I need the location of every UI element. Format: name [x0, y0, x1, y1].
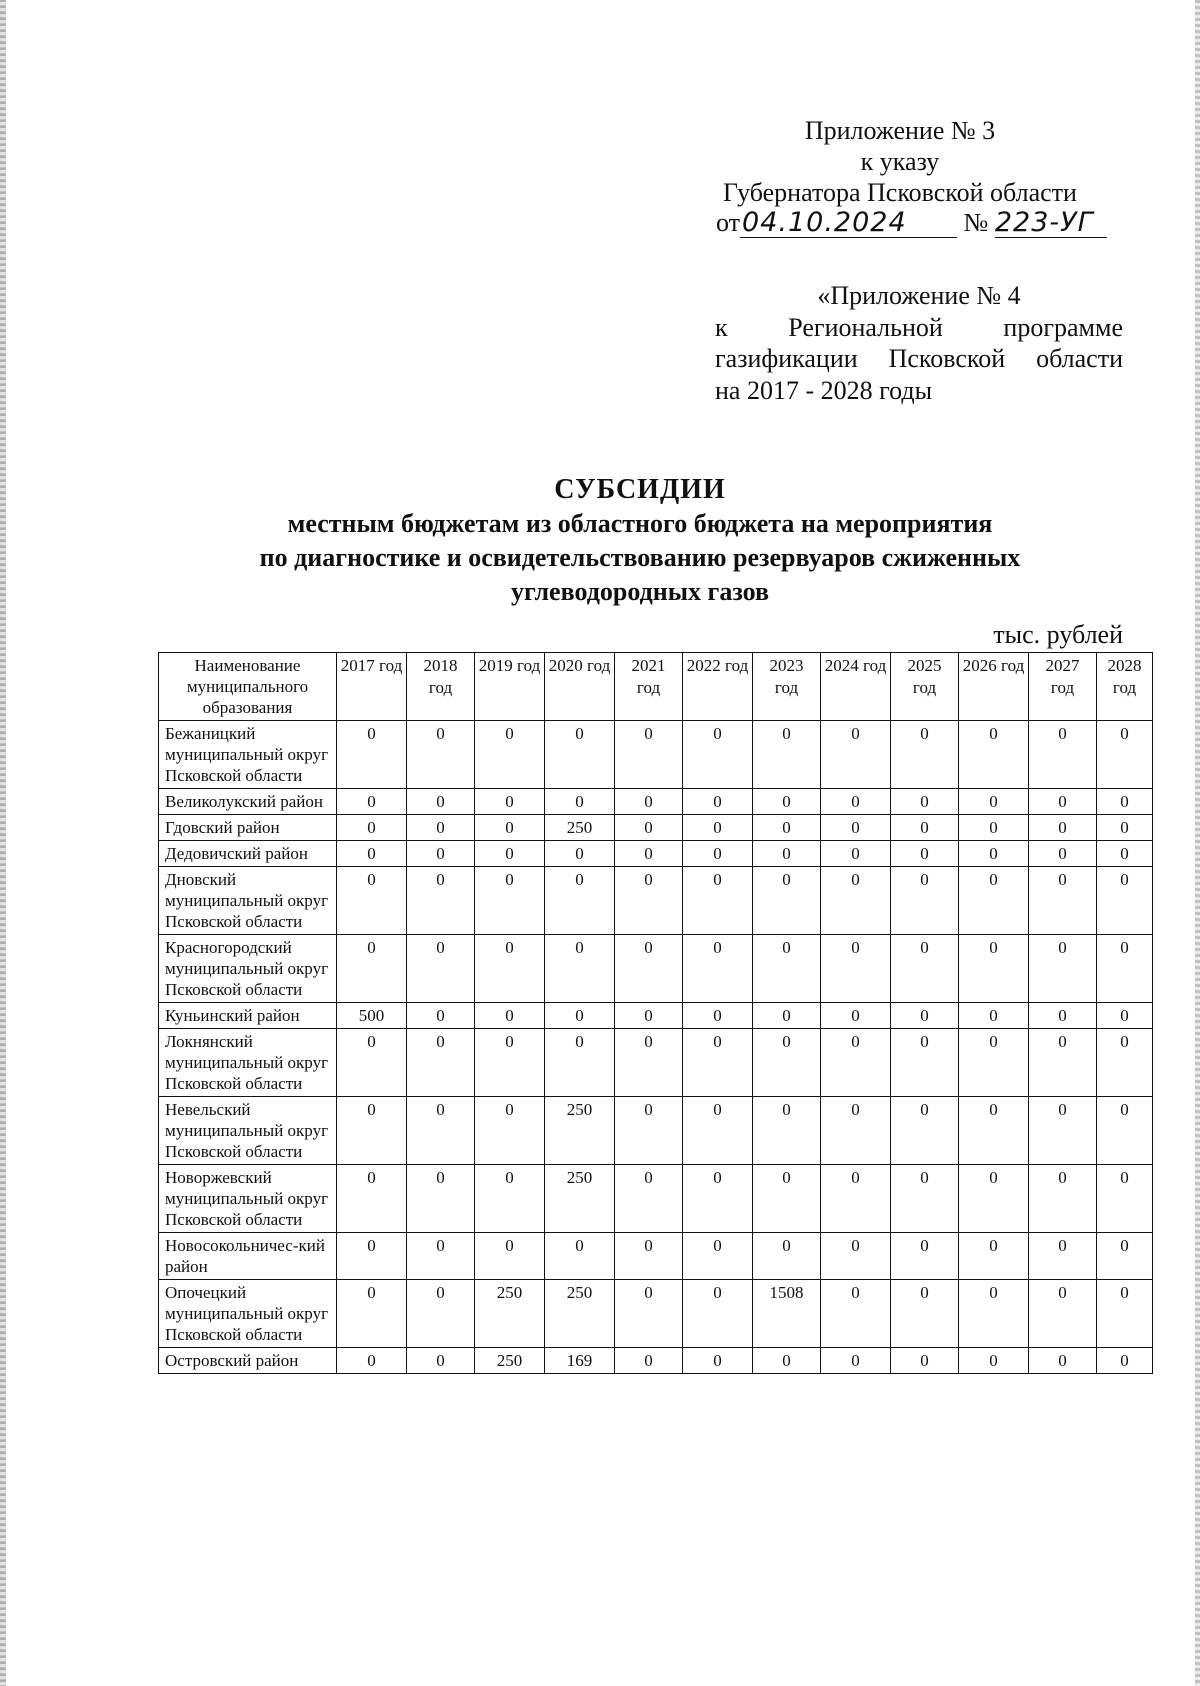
- table-row: [159, 841, 1153, 867]
- appendix-4-years: на 2017 - 2028 годы: [715, 376, 933, 406]
- subsidy-value: 0: [407, 867, 475, 935]
- header-year: 2027 год: [1029, 653, 1097, 721]
- subsidy-value: 0: [545, 1233, 615, 1280]
- subsidy-value: 250: [545, 815, 615, 841]
- subsidy-value: 0: [545, 1003, 615, 1029]
- header-year: 2028 год: [1097, 653, 1153, 721]
- subsidy-value: 0: [959, 935, 1029, 1003]
- subsidy-value: 0: [475, 1003, 545, 1029]
- subsidy-value: 0: [615, 1165, 683, 1233]
- subsidy-value: 0: [959, 1003, 1029, 1029]
- header-year: 2019 год: [475, 653, 545, 721]
- subsidy-value: 0: [407, 721, 475, 789]
- subsidy-value: 0: [959, 1280, 1029, 1348]
- subsidy-value: 0: [475, 815, 545, 841]
- title-line-3: по диагностике и освидетельствованию резервуаров сжиженных: [259, 543, 1021, 572]
- subsidy-value: 0: [545, 867, 615, 935]
- subsidy-value: 0: [821, 789, 891, 815]
- title-main: СУБСИДИИ: [554, 474, 726, 505]
- appendix-4-gasification: газификации Псковской области: [715, 344, 1123, 374]
- subsidy-value: 0: [337, 867, 407, 935]
- subsidy-value: 0: [1029, 815, 1097, 841]
- subsidy-value: 169: [545, 1348, 615, 1374]
- subsidy-value: 0: [959, 841, 1029, 867]
- subsidy-value: 0: [753, 1029, 821, 1097]
- subsidy-value: 0: [407, 1280, 475, 1348]
- subsidy-value: 0: [615, 935, 683, 1003]
- subsidy-value: 0: [821, 935, 891, 1003]
- subsidy-value: 0: [753, 935, 821, 1003]
- subsidy-value: 0: [407, 1233, 475, 1280]
- subsidy-value: 0: [821, 1348, 891, 1374]
- subsidy-value: 0: [407, 1003, 475, 1029]
- subsidy-value: 0: [683, 1029, 753, 1097]
- subsidy-value: 0: [615, 721, 683, 789]
- subsidy-value: 0: [891, 1280, 959, 1348]
- municipality-name: Красногородский муниципальный округ Псковской области: [159, 935, 337, 1003]
- table-row: [159, 1097, 1153, 1165]
- header-year: 2022 год: [683, 653, 753, 721]
- subsidy-value: 0: [615, 1029, 683, 1097]
- subsidy-value: 0: [821, 721, 891, 789]
- table-row: [159, 1233, 1153, 1280]
- subsidy-value: 0: [683, 789, 753, 815]
- subsidy-value: 0: [615, 1233, 683, 1280]
- subsidy-value: 0: [615, 1003, 683, 1029]
- subsidy-value: 0: [891, 841, 959, 867]
- subsidy-value: 0: [475, 1233, 545, 1280]
- subsidy-value: 0: [683, 815, 753, 841]
- subsidy-value: 0: [1029, 1165, 1097, 1233]
- document-title: [160, 473, 1120, 609]
- subsidy-value: 0: [407, 1097, 475, 1165]
- subsidy-value: 0: [475, 1097, 545, 1165]
- subsidy-value: 0: [615, 815, 683, 841]
- subsidy-value: 0: [1029, 1233, 1097, 1280]
- subsidy-value: 0: [683, 721, 753, 789]
- subsidy-value: 0: [407, 789, 475, 815]
- number-sign: №: [963, 208, 989, 237]
- subsidy-value: 0: [753, 841, 821, 867]
- subsidy-value: 0: [1097, 1165, 1153, 1233]
- appendix-3-title: Приложение № 3: [804, 116, 996, 145]
- municipality-name: Островский район: [159, 1348, 337, 1374]
- subsidy-value: 0: [615, 1280, 683, 1348]
- table-row: [159, 815, 1153, 841]
- subsidy-value: 0: [337, 841, 407, 867]
- subsidy-value: 0: [683, 935, 753, 1003]
- subsidy-value: 0: [407, 815, 475, 841]
- municipality-name: Великолукский район: [159, 789, 337, 815]
- subsidy-value: 0: [1097, 1097, 1153, 1165]
- subsidy-value: 0: [683, 1233, 753, 1280]
- subsidy-value: 0: [407, 1348, 475, 1374]
- subsidy-value: 0: [1097, 789, 1153, 815]
- municipality-name: Бежаницкий муниципальный округ Псковской области: [159, 721, 337, 789]
- subsidy-value: 0: [475, 841, 545, 867]
- subsidy-value: 0: [959, 815, 1029, 841]
- subsidy-value: 0: [1097, 815, 1153, 841]
- subsidy-value: 0: [753, 1348, 821, 1374]
- subsidy-value: 0: [545, 935, 615, 1003]
- subsidy-value: 0: [891, 1003, 959, 1029]
- subsidy-value: 0: [337, 1165, 407, 1233]
- subsidy-value: 0: [615, 1097, 683, 1165]
- subsidy-value: 0: [821, 1165, 891, 1233]
- municipality-name: Локнянский муниципальный округ Псковской области: [159, 1029, 337, 1097]
- subsidy-value: 0: [407, 1165, 475, 1233]
- subsidy-value: 0: [891, 815, 959, 841]
- subsidy-value: 0: [1097, 935, 1153, 1003]
- subsidy-value: 0: [337, 1097, 407, 1165]
- subsidy-value: 0: [891, 1165, 959, 1233]
- subsidy-value: 250: [475, 1280, 545, 1348]
- subsidy-value: 0: [337, 1280, 407, 1348]
- subsidy-value: 0: [545, 1029, 615, 1097]
- scan-edge-right: [1195, 0, 1200, 1686]
- subsidy-value: 250: [475, 1348, 545, 1374]
- subsidy-value: 0: [1029, 867, 1097, 935]
- header-year: 2023 год: [753, 653, 821, 721]
- subsidy-value: 250: [545, 1165, 615, 1233]
- subsidy-value: 0: [407, 841, 475, 867]
- subsidy-value: 0: [821, 815, 891, 841]
- subsidy-value: 0: [683, 1348, 753, 1374]
- subsidy-value: 0: [545, 721, 615, 789]
- subsidy-value: 0: [1029, 1097, 1097, 1165]
- subsidy-value: 0: [1097, 1233, 1153, 1280]
- subsidy-value: 0: [1097, 1280, 1153, 1348]
- subsidy-value: 0: [753, 1233, 821, 1280]
- subsidy-value: 0: [475, 721, 545, 789]
- header-year: 2021 год: [615, 653, 683, 721]
- subsidy-value: 0: [683, 867, 753, 935]
- subsidy-value: 0: [1029, 789, 1097, 815]
- subsidy-value: 0: [615, 867, 683, 935]
- subsidy-value: 0: [1029, 1280, 1097, 1348]
- municipality-name: Гдовский район: [159, 815, 337, 841]
- subsidy-value: 500: [337, 1003, 407, 1029]
- appendix-3-to-decree: к указу: [860, 147, 940, 176]
- subsidy-value: 0: [891, 721, 959, 789]
- subsidy-value: 0: [891, 1029, 959, 1097]
- subsidy-value: 0: [1097, 721, 1153, 789]
- municipality-name: Невельский муниципальный округ Псковской области: [159, 1097, 337, 1165]
- municipality-name: Дновский муниципальный округ Псковской области: [159, 867, 337, 935]
- subsidy-value: 0: [959, 1233, 1029, 1280]
- subsidy-value: 0: [959, 1097, 1029, 1165]
- subsidy-value: 0: [337, 1233, 407, 1280]
- subsidy-value: 0: [337, 935, 407, 1003]
- subsidy-value: 0: [475, 789, 545, 815]
- subsidy-value: 0: [891, 1097, 959, 1165]
- subsidy-value: 0: [337, 1029, 407, 1097]
- subsidy-value: 0: [615, 841, 683, 867]
- subsidy-value: 1508: [753, 1280, 821, 1348]
- subsidy-value: 0: [615, 789, 683, 815]
- appendix-4-program: к Региональной программе: [715, 312, 1123, 342]
- subsidy-value: 0: [337, 789, 407, 815]
- subsidy-value: 0: [545, 841, 615, 867]
- subsidy-value: 0: [683, 1003, 753, 1029]
- table-row: [159, 1165, 1153, 1233]
- appendix-4-title: «Приложение № 4: [817, 281, 1021, 310]
- subsidy-value: 0: [1097, 841, 1153, 867]
- subsidy-value: 0: [821, 1097, 891, 1165]
- subsidy-value: 0: [337, 721, 407, 789]
- subsidy-value: 0: [1097, 1003, 1153, 1029]
- subsidy-value: 0: [475, 867, 545, 935]
- subsidy-value: 0: [337, 1348, 407, 1374]
- subsidies-table: [158, 652, 1153, 1374]
- subsidy-value: 0: [753, 789, 821, 815]
- header-year: 2025 год: [891, 653, 959, 721]
- subsidy-value: 0: [891, 935, 959, 1003]
- subsidy-value: 0: [753, 1003, 821, 1029]
- subsidy-value: 0: [753, 1165, 821, 1233]
- subsidy-value: 0: [959, 721, 1029, 789]
- subsidy-value: 250: [545, 1280, 615, 1348]
- subsidy-value: 0: [891, 1348, 959, 1374]
- subsidy-value: 0: [1097, 867, 1153, 935]
- decree-date-number: [716, 208, 1107, 238]
- header-year: 2024 год: [821, 653, 891, 721]
- subsidy-value: 0: [753, 867, 821, 935]
- table-header-row: [159, 653, 1153, 721]
- subsidy-value: 0: [1097, 1348, 1153, 1374]
- subsidy-value: 0: [1029, 841, 1097, 867]
- municipality-name: Куньинский район: [159, 1003, 337, 1029]
- subsidy-value: 0: [1029, 1003, 1097, 1029]
- title-line-4: углеводородных газов: [510, 577, 770, 606]
- subsidy-value: 0: [475, 1165, 545, 1233]
- table-row: [159, 789, 1153, 815]
- subsidy-value: 0: [753, 815, 821, 841]
- table-row: [159, 1348, 1153, 1374]
- subsidy-value: 0: [753, 721, 821, 789]
- subsidy-value: 0: [1029, 1348, 1097, 1374]
- table-row: [159, 867, 1153, 935]
- subsidy-value: 0: [959, 1348, 1029, 1374]
- subsidy-value: 0: [821, 1003, 891, 1029]
- subsidy-value: 0: [683, 1097, 753, 1165]
- subsidy-value: 0: [683, 1280, 753, 1348]
- subsidy-value: 0: [821, 1280, 891, 1348]
- subsidy-value: 0: [959, 1029, 1029, 1097]
- appendix-4-header: [715, 280, 1123, 407]
- handwritten-date: 04.10.2024: [740, 209, 957, 238]
- table-row: [159, 1280, 1153, 1348]
- subsidy-value: 0: [891, 789, 959, 815]
- subsidy-value: 0: [475, 935, 545, 1003]
- subsidy-value: 0: [891, 1233, 959, 1280]
- municipality-name: Дедовичский район: [159, 841, 337, 867]
- subsidy-value: 0: [821, 1029, 891, 1097]
- appendix-3-header: [690, 115, 1110, 208]
- subsidy-value: 0: [959, 867, 1029, 935]
- subsidy-value: 0: [821, 867, 891, 935]
- subsidy-value: 0: [753, 1097, 821, 1165]
- subsidy-value: 0: [407, 1029, 475, 1097]
- handwritten-number: 223-УГ: [995, 209, 1107, 238]
- subsidy-value: 0: [545, 789, 615, 815]
- header-year: 2026 год: [959, 653, 1029, 721]
- municipality-name: Новосокольничес-кий район: [159, 1233, 337, 1280]
- municipality-name: Опочецкий муниципальный округ Псковской области: [159, 1280, 337, 1348]
- subsidy-value: 0: [615, 1348, 683, 1374]
- subsidy-value: 0: [821, 1233, 891, 1280]
- table-body: [159, 721, 1153, 1374]
- header-year: 2020 год: [545, 653, 615, 721]
- subsidy-value: 0: [1029, 935, 1097, 1003]
- subsidy-value: 0: [959, 789, 1029, 815]
- subsidy-value: 0: [891, 867, 959, 935]
- subsidy-value: 0: [683, 1165, 753, 1233]
- units-label: тыс. рублей: [993, 620, 1123, 649]
- subsidy-value: 0: [959, 1165, 1029, 1233]
- subsidy-value: 0: [337, 815, 407, 841]
- subsidy-value: 0: [1029, 721, 1097, 789]
- header-year: 2017 год: [337, 653, 407, 721]
- subsidy-value: 0: [1097, 1029, 1153, 1097]
- subsidy-value: 0: [1029, 1029, 1097, 1097]
- municipality-name: Новоржевский муниципальный округ Псковской области: [159, 1165, 337, 1233]
- subsidy-value: 0: [683, 841, 753, 867]
- subsidy-value: 0: [821, 841, 891, 867]
- appendix-3-governor: Губернатора Псковской области: [723, 178, 1077, 207]
- subsidy-value: 0: [475, 1029, 545, 1097]
- subsidy-value: 250: [545, 1097, 615, 1165]
- table-row: [159, 721, 1153, 789]
- header-name: Наименование муниципального образования: [159, 653, 337, 721]
- table-row: [159, 1003, 1153, 1029]
- table-row: [159, 935, 1153, 1003]
- from-prefix: от: [716, 208, 741, 237]
- table-row: [159, 1029, 1153, 1097]
- header-year: 2018 год: [407, 653, 475, 721]
- subsidy-value: 0: [407, 935, 475, 1003]
- title-line-2: местным бюджетам из областного бюджета на мероприятия: [287, 509, 993, 538]
- scan-edge-left: [0, 0, 6, 1686]
